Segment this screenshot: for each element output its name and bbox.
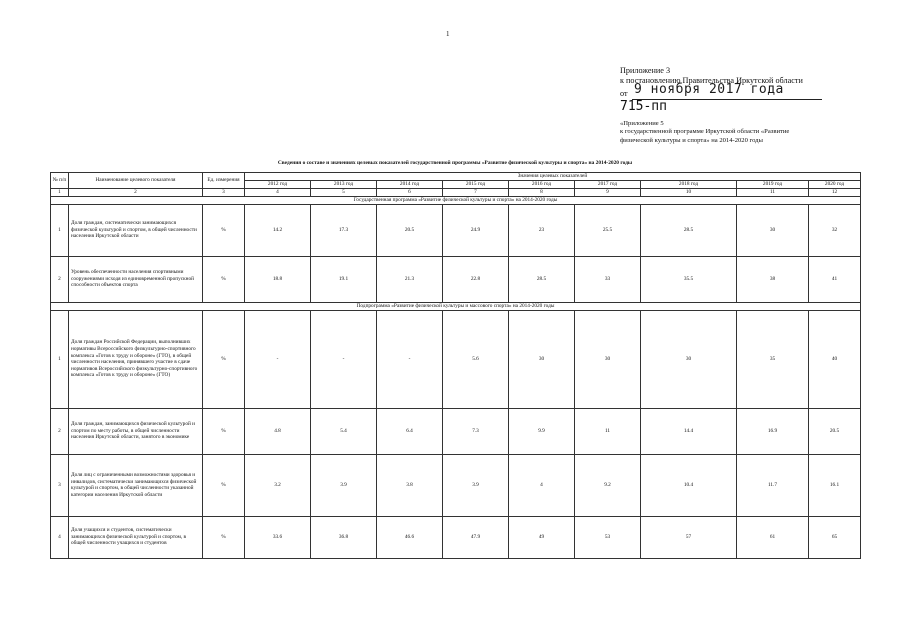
value-cell: 7.3	[443, 408, 509, 454]
value-cell: 38	[737, 256, 809, 302]
col-name-header: Наименование целевого показателя	[69, 173, 203, 189]
value-cell: 5.4	[311, 408, 377, 454]
year-header: 2015 год	[443, 181, 509, 189]
value-cell: 30	[737, 204, 809, 256]
page-number: 1	[446, 30, 450, 38]
value-cell: 21.3	[377, 256, 443, 302]
value-cell: 6.4	[377, 408, 443, 454]
value-cell: 4	[509, 454, 575, 516]
value-cell: 35.5	[641, 256, 737, 302]
col-num-header: № п/п	[51, 173, 69, 189]
row-number: 2	[51, 256, 69, 302]
program-ref	[620, 120, 830, 145]
column-number: 2	[69, 189, 203, 197]
value-cell: 33	[575, 256, 641, 302]
section-row	[51, 302, 861, 310]
handwritten-number: 715-пп	[620, 99, 667, 114]
indicator-name: Доля учащихся и студентов, систематически занимающихся физической культурой и спортом, в общей численности учащихся и студентов	[69, 516, 203, 558]
column-number: 6	[377, 189, 443, 197]
row-number: 1	[51, 310, 69, 408]
value-cell: 3.2	[245, 454, 311, 516]
indicator-name: Доля лиц с ограниченными возможностями здоровья и инвалидов, систематически занимающихся физической культурой и спортом, в общей численности указанной категории населения Иркутской области	[69, 454, 203, 516]
indicator-name: Доля граждан, систематически занимающихся физической культурой и спортом, в общей численности населения Иркутской области	[69, 204, 203, 256]
row-number: 3	[51, 454, 69, 516]
indicator-name: Уровень обеспеченности населения спортивными сооружениями исходя из единовременной пропускной способности объектов спорта	[69, 256, 203, 302]
value-cell: 17.3	[311, 204, 377, 256]
unit-cell: %	[203, 454, 245, 516]
column-number: 12	[809, 189, 861, 197]
value-cell: 25.5	[575, 204, 641, 256]
value-cell: 65	[809, 516, 861, 558]
table-row	[51, 256, 861, 302]
year-header: 2013 год	[311, 181, 377, 189]
section-title: Государственная программа «Развитие физической культуры и спорта» на 2014-2020 годы	[51, 196, 861, 204]
unit-cell: %	[203, 204, 245, 256]
value-cell: 30	[641, 310, 737, 408]
value-cell: 20.5	[377, 204, 443, 256]
indicator-name: Доля граждан Российской Федерации, выполнивших нормативы Всероссийского физкультурно-спортивного комплекса «Готов к труду и обороне» (ГТО), в общей численности населения, принявшего участие в сдаче нормативов Всероссийского физкультурно-спортивного комплекса «Готов к труду и обороне» (ГТО)	[69, 310, 203, 408]
indicator-name: Доля граждан, занимающихся физической культурой и спортом по месту работы, в общей численности населения Иркутской области, занятого в экономике	[69, 408, 203, 454]
value-cell: 23	[509, 204, 575, 256]
value-cell: 36.8	[311, 516, 377, 558]
year-header: 2018 год	[641, 181, 737, 189]
value-cell: 3.8	[377, 454, 443, 516]
date-prefix: от	[620, 89, 628, 98]
year-header: 2020 год	[809, 181, 861, 189]
section-row	[51, 196, 861, 204]
value-cell: 10.4	[641, 454, 737, 516]
unit-cell: %	[203, 516, 245, 558]
values-header: Значения целевых показателей	[245, 173, 861, 181]
table-row	[51, 516, 861, 558]
value-cell: 47.9	[443, 516, 509, 558]
value-cell: 16.1	[809, 454, 861, 516]
value-cell: 28.5	[509, 256, 575, 302]
value-cell: 46.6	[377, 516, 443, 558]
value-cell: 11.7	[737, 454, 809, 516]
col-unit-header: Ед. измерения	[203, 173, 245, 189]
value-cell: 30	[509, 310, 575, 408]
value-cell: 18.8	[245, 256, 311, 302]
value-cell: -	[377, 310, 443, 408]
value-cell: 11	[575, 408, 641, 454]
unit-cell: %	[203, 310, 245, 408]
column-numbers-row	[51, 189, 861, 197]
value-cell: 33.6	[245, 516, 311, 558]
table-row	[51, 454, 861, 516]
value-cell: -	[245, 310, 311, 408]
value-cell: 14.2	[245, 204, 311, 256]
program-ref-line3: физической культуры и спорта» на 2014-2020 годы	[620, 136, 763, 144]
year-header: 2016 год	[509, 181, 575, 189]
resolution-ref: к постановлению Правительства Иркутской области	[620, 76, 803, 85]
year-header: 2012 год	[245, 181, 311, 189]
value-cell: 5.6	[443, 310, 509, 408]
value-cell: 40	[809, 310, 861, 408]
document-title: Сведения о составе и значениях целевых показателей государственной программы «Развитие физической культуры и спорта» на 2014-2020 годы	[277, 160, 633, 166]
appendix-label: Приложение 3	[620, 66, 671, 75]
document-header	[620, 66, 830, 145]
value-cell: 32	[809, 204, 861, 256]
unit-cell: %	[203, 256, 245, 302]
value-cell: 14.4	[641, 408, 737, 454]
value-cell: 49	[509, 516, 575, 558]
value-cell: 19.1	[311, 256, 377, 302]
column-number: 3	[203, 189, 245, 197]
value-cell: 3.9	[443, 454, 509, 516]
column-number: 10	[641, 189, 737, 197]
value-cell: 20.5	[809, 408, 861, 454]
value-cell: 61	[737, 516, 809, 558]
value-cell: 4.8	[245, 408, 311, 454]
column-number: 7	[443, 189, 509, 197]
section-title: Подпрограмма «Развитие физической культуры и массового спорта» на 2014-2020 годы	[51, 302, 861, 310]
value-cell: 9.2	[575, 454, 641, 516]
value-cell: -	[311, 310, 377, 408]
column-number: 9	[575, 189, 641, 197]
row-number: 1	[51, 204, 69, 256]
value-cell: 3.9	[311, 454, 377, 516]
column-number: 1	[51, 189, 69, 197]
year-header: 2014 год	[377, 181, 443, 189]
table-row	[51, 310, 861, 408]
column-number: 8	[509, 189, 575, 197]
year-header: 2019 год	[737, 181, 809, 189]
column-number: 5	[311, 189, 377, 197]
value-cell: 57	[641, 516, 737, 558]
value-cell: 9.9	[509, 408, 575, 454]
column-number: 4	[245, 189, 311, 197]
value-cell: 16.9	[737, 408, 809, 454]
indicators-table	[50, 172, 861, 559]
table-row	[51, 204, 861, 256]
value-cell: 41	[809, 256, 861, 302]
value-cell: 30	[575, 310, 641, 408]
date-line	[620, 82, 830, 100]
date-underline	[632, 99, 822, 100]
program-ref-line2: к государственной программе Иркутской области «Развитие	[620, 128, 790, 136]
year-header: 2017 год	[575, 181, 641, 189]
header-row-1	[51, 173, 861, 181]
value-cell: 35	[737, 310, 809, 408]
value-cell: 28.5	[641, 204, 737, 256]
program-appendix: «Приложение 5	[620, 120, 664, 127]
handwritten-date: 9 ноября 2017 года	[634, 82, 784, 97]
value-cell: 53	[575, 516, 641, 558]
row-number: 4	[51, 516, 69, 558]
unit-cell: %	[203, 408, 245, 454]
value-cell: 22.8	[443, 256, 509, 302]
column-number: 11	[737, 189, 809, 197]
row-number: 2	[51, 408, 69, 454]
value-cell: 24.9	[443, 204, 509, 256]
table-row	[51, 408, 861, 454]
